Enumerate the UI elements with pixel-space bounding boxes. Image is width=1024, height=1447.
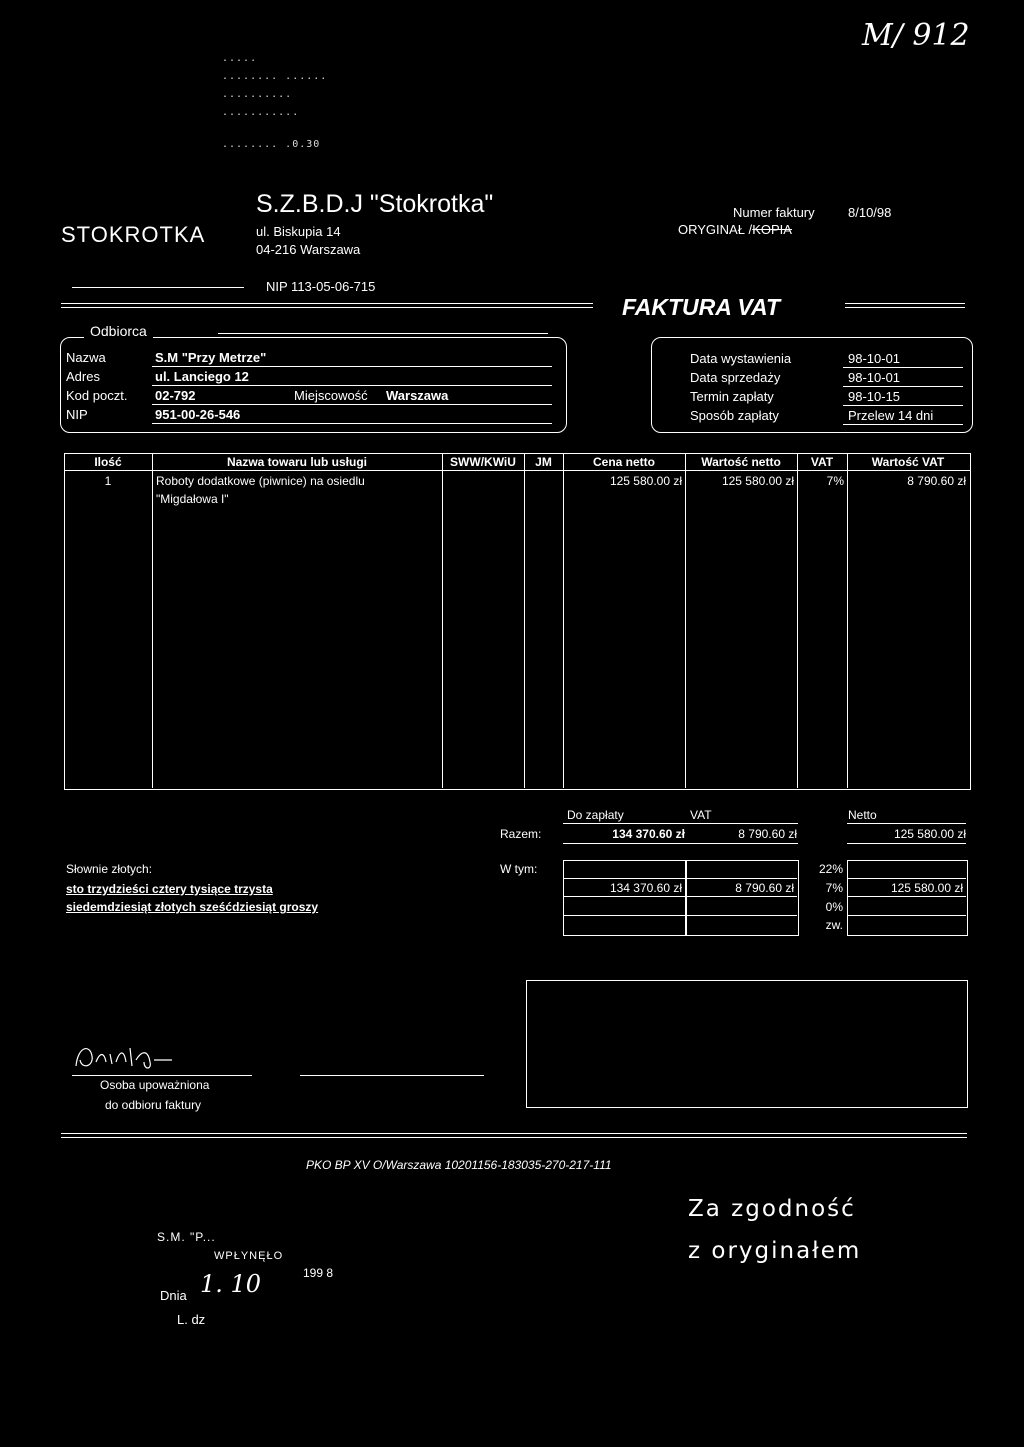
row-vat: 7% bbox=[826, 474, 844, 488]
stamp-line: ........ ...... bbox=[222, 71, 328, 82]
buyer-name-label: Nazwa bbox=[66, 350, 106, 365]
invoice-title: FAKTURA VAT bbox=[622, 294, 781, 320]
stamp-line: ........... bbox=[222, 107, 300, 118]
breakdown-gross-7: 134 370.60 zł bbox=[609, 881, 682, 895]
col-header-vat-value: Wartość VAT bbox=[871, 455, 945, 469]
sum-label: Razem: bbox=[500, 827, 542, 841]
col-header-net-price: Cena netto bbox=[592, 455, 655, 469]
sale-date-label: Data sprzedaży bbox=[690, 370, 781, 385]
original-copy-marker bbox=[678, 222, 792, 237]
rate-0: 0% bbox=[825, 900, 843, 914]
seller-nip: NIP 113-05-06-715 bbox=[266, 279, 376, 294]
seller-city: 04-216 Warszawa bbox=[256, 242, 361, 257]
breakdown-vat-column bbox=[685, 860, 799, 936]
rate-exempt: zw. bbox=[825, 918, 843, 932]
row-name: Roboty dodatkowe (piwnice) na osiedlu bbox=[156, 474, 365, 488]
stamp-line: ........ .0.30 bbox=[222, 139, 321, 150]
row-net-price: 125 580.00 zł bbox=[609, 474, 682, 488]
buyer-address-label: Adres bbox=[66, 369, 100, 384]
breakdown-vat-7: 8 790.60 zł bbox=[735, 881, 794, 895]
received-register-label: L. dz bbox=[177, 1312, 206, 1327]
net-total: 125 580.00 zł bbox=[893, 827, 966, 841]
buyer-address: ul. Lanciego 12 bbox=[155, 369, 249, 384]
row-name-continued: "Migdałowa I" bbox=[156, 492, 229, 506]
issue-date-label: Data wystawienia bbox=[690, 351, 792, 366]
col-header-jm: JM bbox=[535, 455, 552, 469]
received-date-label: Dnia bbox=[160, 1288, 187, 1303]
breakdown-net-column bbox=[847, 860, 968, 936]
issue-date: 98-10-01 bbox=[848, 351, 901, 366]
signature-label-line2: do odbioru faktury bbox=[105, 1098, 202, 1112]
received-year: 199 8 bbox=[303, 1266, 334, 1280]
col-header-sww: SWW/KWiU bbox=[450, 455, 516, 469]
stamp-line: .......... bbox=[222, 89, 293, 100]
buyer-city: Warszawa bbox=[386, 388, 449, 403]
payment-method: Przelew 14 dni bbox=[848, 408, 934, 423]
col-header-net-value: Wartość netto bbox=[701, 455, 781, 469]
col-header-vat: VAT bbox=[810, 455, 834, 469]
bank-account: PKO BP XV O/Warszawa 10201156-183035-270-217-111 bbox=[306, 1158, 612, 1172]
original-label: ORYGINAŁ / bbox=[678, 222, 753, 237]
invoice-number: 8/10/98 bbox=[848, 205, 892, 220]
row-vat-value: 8 790.60 zł bbox=[907, 474, 966, 488]
net-total-label: Netto bbox=[848, 808, 877, 822]
stamp-line: ..... bbox=[222, 53, 258, 64]
breakdown-gross-column bbox=[563, 860, 687, 936]
to-pay-label: Do zapłaty bbox=[567, 808, 624, 822]
signature-label-line1: Osoba upoważniona bbox=[100, 1078, 210, 1092]
faded-stamp bbox=[222, 50, 327, 154]
vat-total-label: VAT bbox=[690, 808, 712, 822]
col-header-qty: Ilość bbox=[94, 455, 122, 469]
buyer-city-label: Miejscowość bbox=[294, 388, 368, 403]
rate-22: 22% bbox=[818, 862, 843, 876]
due-date-label: Termin zapłaty bbox=[690, 389, 774, 404]
sale-date: 98-10-01 bbox=[848, 370, 901, 385]
col-header-name: Nazwa towaru lub usługi bbox=[226, 455, 367, 469]
received-date: 1. 10 bbox=[200, 1270, 262, 1298]
signature-scribble bbox=[72, 1036, 182, 1076]
row-net-value: 125 580.00 zł bbox=[721, 474, 794, 488]
received-stamp-line1: S.M. "P... bbox=[157, 1230, 216, 1244]
in-words-label: Słownie złotych: bbox=[66, 862, 153, 876]
company-logo: STOKROTKA bbox=[61, 222, 206, 247]
buyer-name: S.M "Przy Metrze" bbox=[155, 350, 267, 365]
payment-method-label: Sposób zapłaty bbox=[690, 408, 779, 423]
buyer-section-label: Odbiorca bbox=[84, 323, 153, 339]
in-words-line2: siedemdziesiąt złotych sześćdziesiąt groszy bbox=[66, 900, 319, 914]
certified-line2: z oryginałem bbox=[688, 1238, 862, 1264]
buyer-postal-label: Kod poczt. bbox=[66, 388, 128, 403]
breakdown-net-7: 125 580.00 zł bbox=[890, 881, 963, 895]
certified-line1: Za zgodność bbox=[688, 1196, 856, 1222]
seller-signature-box bbox=[526, 980, 968, 1108]
breakdown-label: W tym: bbox=[500, 862, 538, 876]
seller-street: ul. Biskupia 14 bbox=[256, 224, 341, 239]
copy-label: KOPIA bbox=[752, 222, 792, 237]
to-pay-total: 134 370.60 zł bbox=[612, 827, 685, 841]
rate-7: 7% bbox=[825, 881, 843, 895]
buyer-nip-label: NIP bbox=[66, 407, 88, 422]
received-stamp-line2: WPŁYNĘŁO bbox=[214, 1250, 284, 1262]
vat-total: 8 790.60 zł bbox=[738, 827, 797, 841]
buyer-nip: 951-00-26-546 bbox=[155, 407, 241, 422]
handwritten-annotation: M/ 912 bbox=[862, 18, 970, 53]
due-date: 98-10-15 bbox=[848, 389, 901, 404]
seller-name: S.Z.B.D.J "Stokrotka" bbox=[256, 190, 494, 218]
in-words-line1: sto trzydzieści cztery tysiące trzysta bbox=[66, 882, 273, 896]
buyer-postal: 02-792 bbox=[155, 388, 196, 403]
invoice-number-label: Numer faktury bbox=[733, 205, 815, 220]
row-qty: 1 bbox=[104, 474, 112, 488]
